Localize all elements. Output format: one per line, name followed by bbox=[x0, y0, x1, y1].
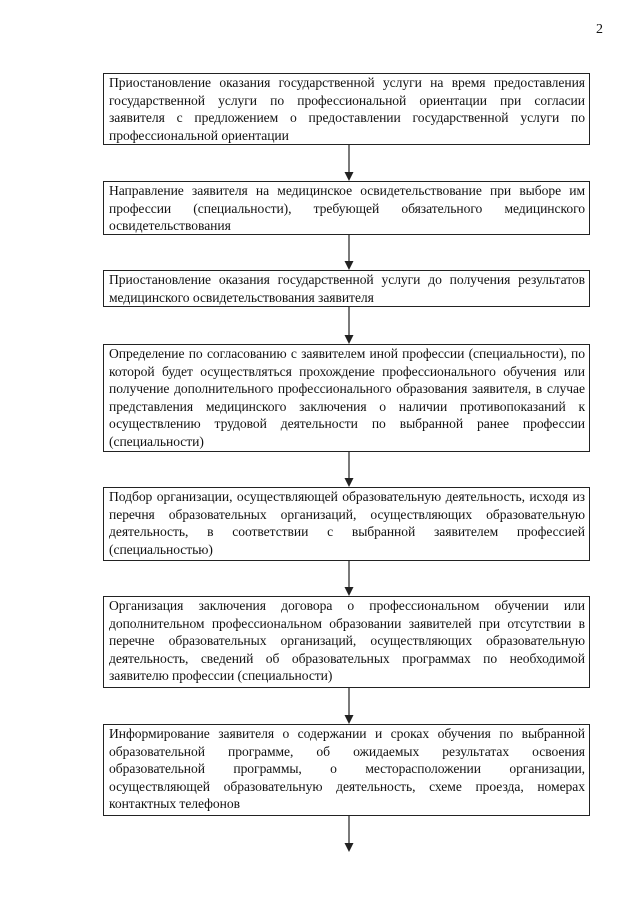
flowchart-step-training-contract: Организация заключения договора о профессиональном обучении или дополнительном профессиональном образовании заявителей при отсутствии в перечне образовательных организаций, осуществляющих образовательную деятельность, сведений об образовательных программах по необходимой заявителю профессии (специальности) bbox=[103, 596, 590, 688]
page-number: 2 bbox=[596, 22, 603, 37]
flowchart-step-suspension-medical-results: Приостановление оказания государственной услуги до получения результатов медицинского освидетельствования заявителя bbox=[103, 270, 590, 307]
flowchart-step-medical-examination-referral: Направление заявителя на медицинское освидетельствование при выборе им профессии (специальности), требующей обязательного медицинского освидетельствования bbox=[103, 181, 590, 235]
flow-arrow-4 bbox=[339, 452, 359, 487]
flow-arrow-6 bbox=[339, 688, 359, 724]
flow-arrow-5 bbox=[339, 561, 359, 596]
flow-arrow-2 bbox=[339, 235, 359, 270]
flowchart-step-organization-selection: Подбор организации, осуществляющей образовательную деятельность, исходя из перечня образовательных организаций, осуществляющих образовательную деятельность, в соответствии с выбранной заявителем профессией (специальностью) bbox=[103, 487, 590, 561]
flowchart-step-alternative-profession: Определение по согласованию с заявителем иной профессии (специальности), по которой будет осуществляться прохождение профессионального обучения или получение дополнительного профессионального образования заявителя, в случае представления медицинского заключения о наличии противопоказаний к осуществлению трудовой деятельности по выбранной ранее профессии (специальности) bbox=[103, 344, 590, 452]
flow-arrow-7 bbox=[339, 816, 359, 852]
flowchart-step-informing-applicant: Информирование заявителя о содержании и сроках обучения по выбранной образовательной программе, об ожидаемых результатах освоения образовательной программы, о месторасположении организации, осуществляющей образовательную деятельность, схеме проезда, номерах контактных телефонов bbox=[103, 724, 590, 816]
flow-arrow-3 bbox=[339, 307, 359, 344]
flow-arrow-1 bbox=[339, 145, 359, 181]
flowchart-step-suspension-career-guidance: Приостановление оказания государственной услуги на время предоставления государственной услуги по профессиональной ориентации при согласии заявителя с предложением о предоставлении государственной услуги по профессиональной ориентации bbox=[103, 73, 590, 145]
